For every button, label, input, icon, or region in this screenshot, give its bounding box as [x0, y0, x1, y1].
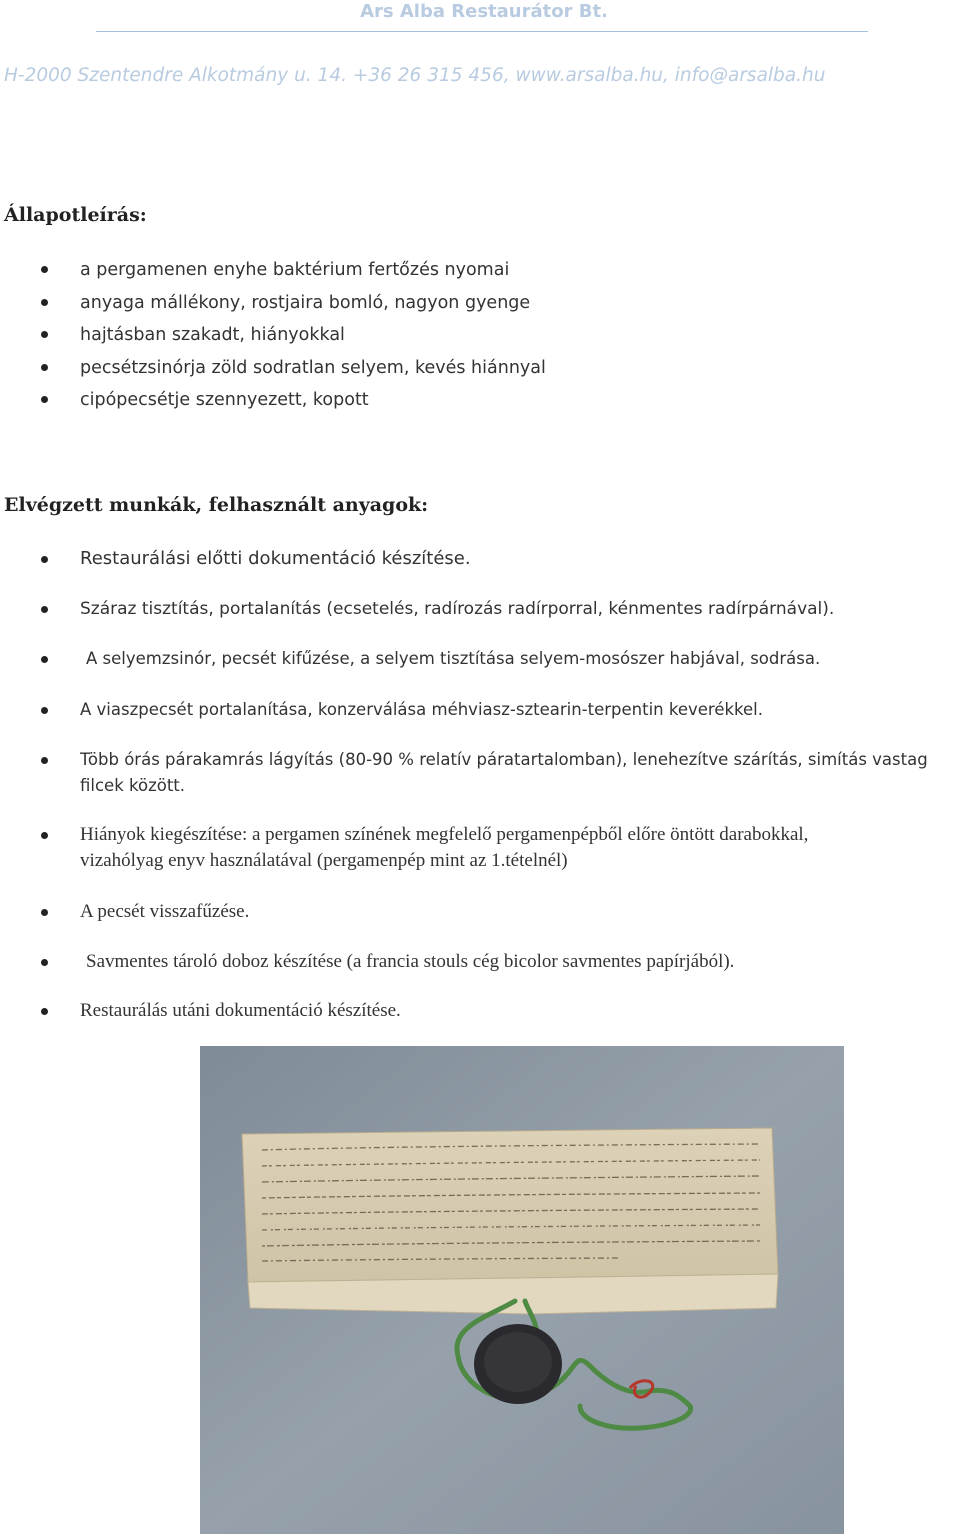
list-item: cipópecsétje szennyezett, kopott [0, 387, 546, 420]
charter-photo [200, 1046, 844, 1534]
bullet-icon [41, 396, 48, 403]
parchment-charter-photo-icon [200, 1046, 844, 1534]
list-item: Száraz tisztítás, portalanítás (ecsetelés, radírozás radírporral, kénmentes radírpárnával). [0, 596, 960, 622]
list-item: A selyemzsinór, pecsét kifűzése, a selyem tisztítása selyem-mosószer habjával, sodrása. [0, 646, 960, 672]
bullet-icon [41, 299, 48, 306]
list-item: a pergamenen enyhe baktérium fertőzés nyomai [0, 257, 546, 290]
list-item: A pecsét visszafűzése. [0, 899, 960, 925]
bullet-icon [41, 1008, 48, 1015]
list-item: Restaurálás utáni dokumentáció készítése. [0, 998, 960, 1024]
bullet-icon [41, 656, 48, 663]
condition-list [0, 257, 546, 420]
bullet-icon [41, 364, 48, 371]
bullet-icon [41, 606, 48, 613]
condition-title: Állapotleírás: [4, 204, 147, 226]
list-item: A viaszpecsét portalanítása, konzerválása méhviasz-sztearin-terpentin keverékkel. [0, 697, 960, 723]
company-name: Ars Alba Restaurátor Bt. [360, 1, 608, 22]
bullet-icon [41, 266, 48, 273]
bullet-icon [41, 556, 48, 563]
list-item: hajtásban szakadt, hiányokkal [0, 322, 546, 355]
list-item: anyaga mállékony, rostjaira bomló, nagyon gyenge [0, 290, 546, 323]
company-contact: H-2000 Szentendre Alkotmány u. 14. +36 26 315 456, www.arsalba.hu, info@arsalba.hu [4, 65, 826, 86]
list-item: Restaurálási előtti dokumentáció készítése. [0, 546, 960, 572]
list-item: pecsétzsinórja zöld sodratlan selyem, kevés hiánnyal [0, 355, 546, 388]
works-title: Elvégzett munkák, felhasznált anyagok: [4, 494, 429, 516]
list-item: Több órás párakamrás lágyítás (80-90 % relatív páratartalomban), lenehezítve szárítás, simítás vastag filcek között. [0, 747, 960, 799]
bullet-icon [41, 832, 48, 839]
list-item: Savmentes tároló doboz készítése (a francia stouls cég bicolor savmentes papírjából). [0, 949, 960, 975]
header-divider [96, 31, 868, 32]
bullet-icon [41, 331, 48, 338]
bullet-icon [41, 757, 48, 764]
bullet-icon [41, 707, 48, 714]
bullet-icon [41, 959, 48, 966]
bullet-icon [41, 909, 48, 916]
list-item: Hiányok kiegészítése: a pergamen színének megfelelő pergamenpépből előre öntött darabokkal, vizahólyag enyv használatával (pergamenpép mint az 1.tételnél) [0, 822, 880, 874]
